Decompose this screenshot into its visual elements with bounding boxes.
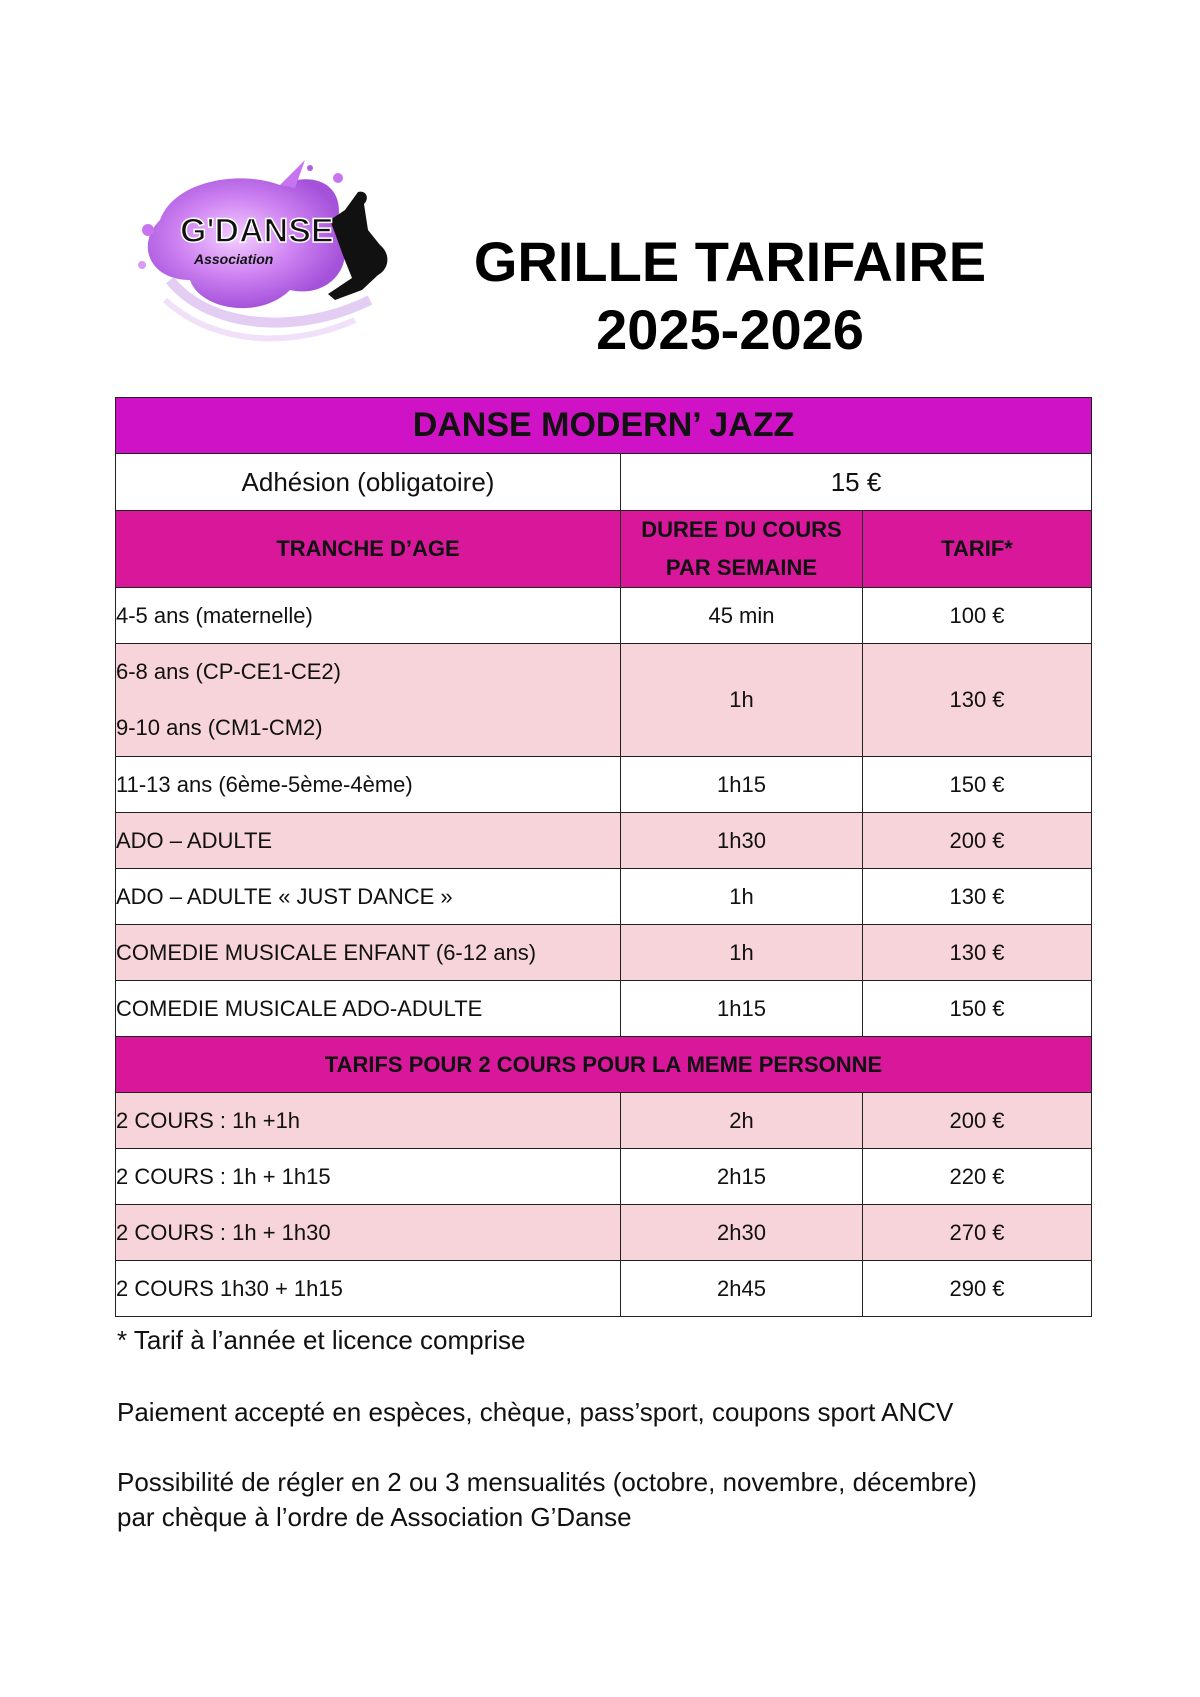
row-label: 2 COURS : 1h + 1h30 (116, 1205, 621, 1261)
row-duration: 1h15 (621, 981, 863, 1037)
row-price: 130 € (863, 869, 1092, 925)
row-price: 130 € (863, 925, 1092, 981)
row-label: ADO – ADULTE (116, 813, 621, 869)
row-label: 4-5 ans (maternelle) (116, 588, 621, 644)
row-price: 200 € (863, 1093, 1092, 1149)
row-duration: 1h (621, 925, 863, 981)
table-row (116, 1205, 1092, 1261)
table-row (116, 813, 1092, 869)
row-duration: 2h15 (621, 1149, 863, 1205)
table-row (116, 981, 1092, 1037)
pricing-table (115, 397, 1092, 1317)
row-duration: 1h (621, 869, 863, 925)
payment-note: Paiement accepté en espèces, chèque, pass’sport, coupons sport ANCV (117, 1397, 954, 1427)
header-age: TRANCHE D’AGE (116, 511, 621, 588)
adhesion-row (116, 454, 1092, 511)
table-row (116, 1093, 1092, 1149)
row-label: 11-13 ans (6ème-5ème-4ème) (116, 757, 621, 813)
table-row (116, 757, 1092, 813)
table-row (116, 644, 1092, 757)
row-label-line-2: 9-10 ans (CM1-CM2) (116, 715, 323, 740)
adhesion-label: Adhésion (obligatoire) (116, 454, 621, 511)
row-label (116, 644, 621, 757)
row-price: 270 € (863, 1205, 1092, 1261)
row-duration: 1h (621, 644, 863, 757)
table-row (116, 588, 1092, 644)
adhesion-value: 15 € (621, 454, 1092, 511)
row-duration: 45 min (621, 588, 863, 644)
section-title: DANSE MODERN’ JAZZ (116, 398, 1092, 454)
row-price: 130 € (863, 644, 1092, 757)
installments-note-line-1: Possibilité de régler en 2 ou 3 mensualités (octobre, novembre, décembre) (117, 1467, 977, 1497)
row-price: 100 € (863, 588, 1092, 644)
row-label: ADO – ADULTE « JUST DANCE » (116, 869, 621, 925)
header-price: TARIF* (863, 511, 1092, 588)
row-price: 220 € (863, 1149, 1092, 1205)
gdanse-logo (130, 160, 395, 355)
svg-text:Association: Association (194, 251, 274, 267)
row-price: 200 € (863, 813, 1092, 869)
svg-text:G'DANSE: G'DANSE (180, 212, 334, 250)
row-label: COMEDIE MUSICALE ADO-ADULTE (116, 981, 621, 1037)
row-duration: 2h30 (621, 1205, 863, 1261)
row-label: 2 COURS 1h30 + 1h15 (116, 1261, 621, 1317)
row-duration: 1h30 (621, 813, 863, 869)
row-duration: 2h45 (621, 1261, 863, 1317)
row-duration: 2h (621, 1093, 863, 1149)
row-price: 290 € (863, 1261, 1092, 1317)
row-label: 2 COURS : 1h +1h (116, 1093, 621, 1149)
table-header-row (116, 511, 1092, 588)
header-duration: DUREE DU COURS PAR SEMAINE (621, 511, 863, 588)
row-duration: 1h15 (621, 757, 863, 813)
row-label: COMEDIE MUSICALE ENFANT (6-12 ans) (116, 925, 621, 981)
footnote: * Tarif à l’année et licence comprise (117, 1325, 526, 1355)
row-label: 2 COURS : 1h + 1h15 (116, 1149, 621, 1205)
title-line-2: 2025-2026 (596, 298, 864, 361)
table-row (116, 925, 1092, 981)
installments-note-line-2: par chèque à l’ordre de Association G’Danse (117, 1502, 632, 1532)
page-title (440, 228, 1020, 364)
title-line-1: GRILLE TARIFAIRE (473, 230, 987, 293)
row-price: 150 € (863, 757, 1092, 813)
combo-section-title: TARIFS POUR 2 COURS POUR LA MEME PERSONNE (116, 1037, 1092, 1093)
table-row (116, 1261, 1092, 1317)
row-price: 150 € (863, 981, 1092, 1037)
table-row (116, 1149, 1092, 1205)
row-label-line-1: 6-8 ans (CP-CE1-CE2) (116, 659, 341, 684)
table-row (116, 869, 1092, 925)
